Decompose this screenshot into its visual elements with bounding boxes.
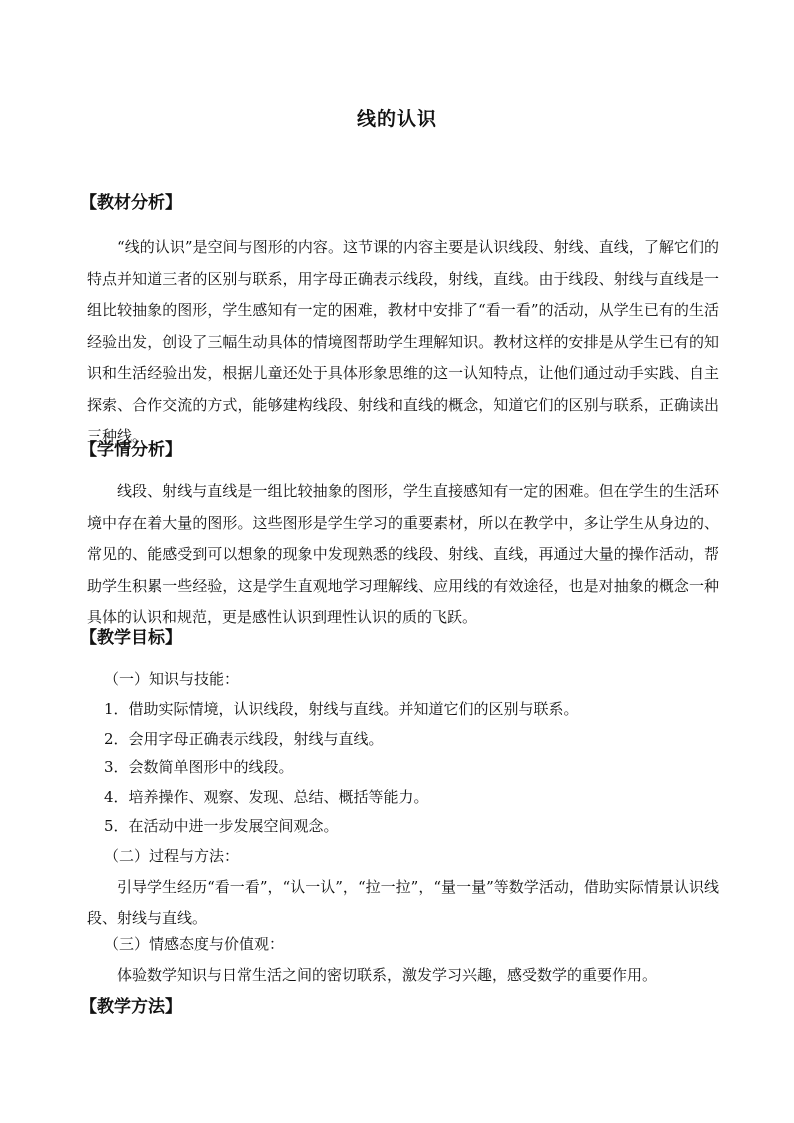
section-heading-students: 【学情分析】 (80, 440, 182, 460)
students-paragraph: 线段、射线与直线是一组比较抽象的图形，学生直接感知有一定的困难。但在学生的生活环境中存在着大量的图形。这些图形是学生学习的重要素材，所以在教学中，多让学生从身边的、常见的、能感受到可以想象的现象中发现熟悉的线段、射线、直线，再通过大量的操作活动，帮助学生积累一些经验，这是学生直观地学习理解线、应用线的有效途径，也是对抽象的概念一种具体的认识和规范，更是感性认识到理性认识的质的飞跃。 (87, 482, 719, 626)
section-heading-methods: 【教学方法】 (80, 997, 182, 1017)
knowledge-label: （一）知识与技能： (104, 670, 240, 688)
process-label: （二）过程与方法： (104, 847, 240, 865)
section-heading-materials: 【教材分析】 (80, 193, 182, 213)
section-heading-goals: 【教学目标】 (80, 628, 182, 648)
knowledge-item: 1．借助实际情境，认识线段，射线与直线。并知道它们的区别与联系。 (104, 700, 579, 718)
knowledge-item: 3．会数简单图形中的线段。 (104, 758, 294, 776)
knowledge-item: 5．在活动中进一步发展空间观念。 (104, 817, 339, 835)
emotion-label: （三）情感态度与价值观： (104, 935, 285, 953)
materials-paragraph: “线的认识”是空间与图形的内容。这节课的内容主要是认识线段、射线、直线，了解它们的特点并知道三者的区别与联系，用字母正确表示线段，射线，直线。由于线段、射线与直线是一组比较抽象的图形，学生感知有一定的困难，教材中安排了“看一看”的活动，从学生已有的生活经验出发，创设了三幅生动具体的情境图帮助学生理解知识。教材这样的安排是从学生已有的知识和生活经验出发，根据儿童还处于具体形象思维的这一认知特点，让他们通过动手实践、自主探索、合作交流的方式，能够建构线段、射线和直线的概念，知道它们的区别与联系，正确读出三种线。 (87, 238, 719, 445)
document-title: 线的认识 (356, 108, 437, 130)
emotion-paragraph: 体验数学知识与日常生活之间的密切联系，激发学习兴趣，感受数学的重要作用。 (117, 966, 658, 984)
knowledge-item: 4．培养操作、观察、发现、总结、概括等能力。 (104, 788, 429, 806)
knowledge-item: 2．会用字母正确表示线段，射线与直线。 (104, 730, 384, 748)
process-paragraph: 引导学生经历“看一看”，“认一认”，“拉一拉”，“量一量”等数学活动，借助实际情景认识线段、射线与直线。 (87, 878, 719, 927)
